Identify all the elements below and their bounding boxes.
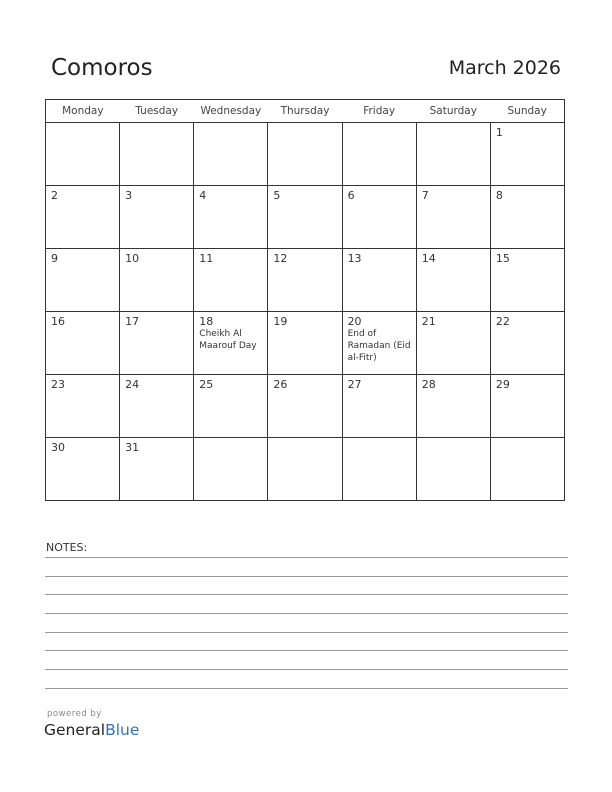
day-number: 13 xyxy=(347,252,362,265)
day-number: 11 xyxy=(199,252,214,265)
day-number: 19 xyxy=(273,315,288,328)
note-line xyxy=(45,613,568,614)
day-cell[interactable] xyxy=(342,186,416,249)
day-number: 10 xyxy=(125,252,140,265)
weekday-header: Tuesday xyxy=(120,100,194,123)
day-number: 15 xyxy=(495,252,510,265)
day-number: 4 xyxy=(199,189,207,202)
day-number: 25 xyxy=(199,378,214,391)
day-cell[interactable] xyxy=(120,375,194,438)
day-number: 27 xyxy=(347,378,362,391)
country-title: Comoros xyxy=(51,55,153,81)
day-number: 17 xyxy=(125,315,140,328)
day-cell[interactable] xyxy=(268,186,342,249)
day-number: 30 xyxy=(51,441,65,454)
day-cell[interactable] xyxy=(268,249,342,312)
generalblue-logo[interactable] xyxy=(44,721,139,739)
note-line xyxy=(45,650,568,651)
day-cell[interactable] xyxy=(490,249,564,312)
day-number: 24 xyxy=(125,378,140,391)
holiday-label: Cheikh Al Maarouf Day xyxy=(199,329,257,351)
week-row xyxy=(46,123,565,186)
day-number: 5 xyxy=(273,189,281,202)
weekday-header: Monday xyxy=(46,100,120,123)
notes-label: NOTES: xyxy=(46,541,88,554)
day-number: 6 xyxy=(347,189,355,202)
day-number: 7 xyxy=(421,189,429,202)
day-cell[interactable] xyxy=(46,123,120,186)
day-number: 12 xyxy=(273,252,288,265)
day-number: 23 xyxy=(51,378,65,391)
weekday-header: Friday xyxy=(342,100,416,123)
note-line xyxy=(45,669,568,670)
day-number: 26 xyxy=(273,378,288,391)
month-year-title: March 2026 xyxy=(448,57,561,79)
day-number: 16 xyxy=(51,315,65,328)
calendar-grid xyxy=(45,99,565,501)
day-cell[interactable] xyxy=(46,375,120,438)
day-cell[interactable] xyxy=(416,186,490,249)
day-cell[interactable] xyxy=(46,312,120,375)
day-cell[interactable] xyxy=(268,312,342,375)
weekday-header: Wednesday xyxy=(194,100,268,123)
day-number: 9 xyxy=(51,252,58,265)
brand-blue-text: Blue xyxy=(105,721,140,739)
day-cell[interactable] xyxy=(194,312,268,375)
note-line xyxy=(45,688,568,689)
day-number: 21 xyxy=(421,315,436,328)
day-cell[interactable] xyxy=(342,438,416,501)
day-cell[interactable] xyxy=(490,375,564,438)
day-cell[interactable] xyxy=(46,186,120,249)
weekday-header: Saturday xyxy=(416,100,490,123)
holiday-label: End of Ramadan (Eid al-Fitr) xyxy=(347,329,411,363)
day-cell[interactable] xyxy=(194,249,268,312)
day-cell[interactable] xyxy=(416,375,490,438)
day-cell[interactable] xyxy=(120,438,194,501)
brand-general-text: General xyxy=(44,721,106,739)
day-cell[interactable] xyxy=(416,438,490,501)
note-line xyxy=(45,576,568,577)
day-cell[interactable] xyxy=(46,438,120,501)
note-line xyxy=(45,632,568,633)
day-number: 18 xyxy=(199,315,214,328)
day-cell[interactable] xyxy=(342,249,416,312)
day-cell[interactable] xyxy=(120,123,194,186)
day-cell[interactable] xyxy=(490,123,564,186)
day-cell[interactable] xyxy=(120,312,194,375)
day-number: 22 xyxy=(495,315,510,328)
day-cell[interactable] xyxy=(342,123,416,186)
day-number: 29 xyxy=(495,378,510,391)
weekday-header: Thursday xyxy=(268,100,342,123)
day-cell[interactable] xyxy=(120,249,194,312)
day-cell[interactable] xyxy=(342,312,416,375)
week-row xyxy=(46,438,565,501)
day-number: 20 xyxy=(347,315,362,328)
day-cell[interactable] xyxy=(268,438,342,501)
day-cell[interactable] xyxy=(194,375,268,438)
day-number: 8 xyxy=(495,189,503,202)
day-cell[interactable] xyxy=(194,186,268,249)
day-cell[interactable] xyxy=(268,123,342,186)
day-cell[interactable] xyxy=(342,375,416,438)
day-number: 31 xyxy=(125,441,140,454)
day-number: 28 xyxy=(421,378,436,391)
day-number: 1 xyxy=(495,126,503,139)
day-cell[interactable] xyxy=(194,123,268,186)
week-row xyxy=(46,186,565,249)
day-cell[interactable] xyxy=(490,312,564,375)
day-cell[interactable] xyxy=(416,249,490,312)
day-cell[interactable] xyxy=(416,123,490,186)
day-cell[interactable] xyxy=(416,312,490,375)
day-cell[interactable] xyxy=(46,249,120,312)
week-row xyxy=(46,312,565,375)
day-number: 3 xyxy=(125,189,133,202)
note-line xyxy=(45,594,568,595)
day-cell[interactable] xyxy=(490,438,564,501)
day-cell[interactable] xyxy=(194,438,268,501)
day-cell[interactable] xyxy=(120,186,194,249)
weekday-header-row xyxy=(46,100,565,123)
day-number: 2 xyxy=(51,189,58,202)
powered-by-text: powered by xyxy=(47,709,102,719)
note-line xyxy=(45,557,568,558)
week-row xyxy=(46,375,565,438)
day-cell[interactable] xyxy=(268,375,342,438)
day-number: 14 xyxy=(421,252,436,265)
day-cell[interactable] xyxy=(490,186,564,249)
week-row xyxy=(46,249,565,312)
weekday-header: Sunday xyxy=(490,100,564,123)
